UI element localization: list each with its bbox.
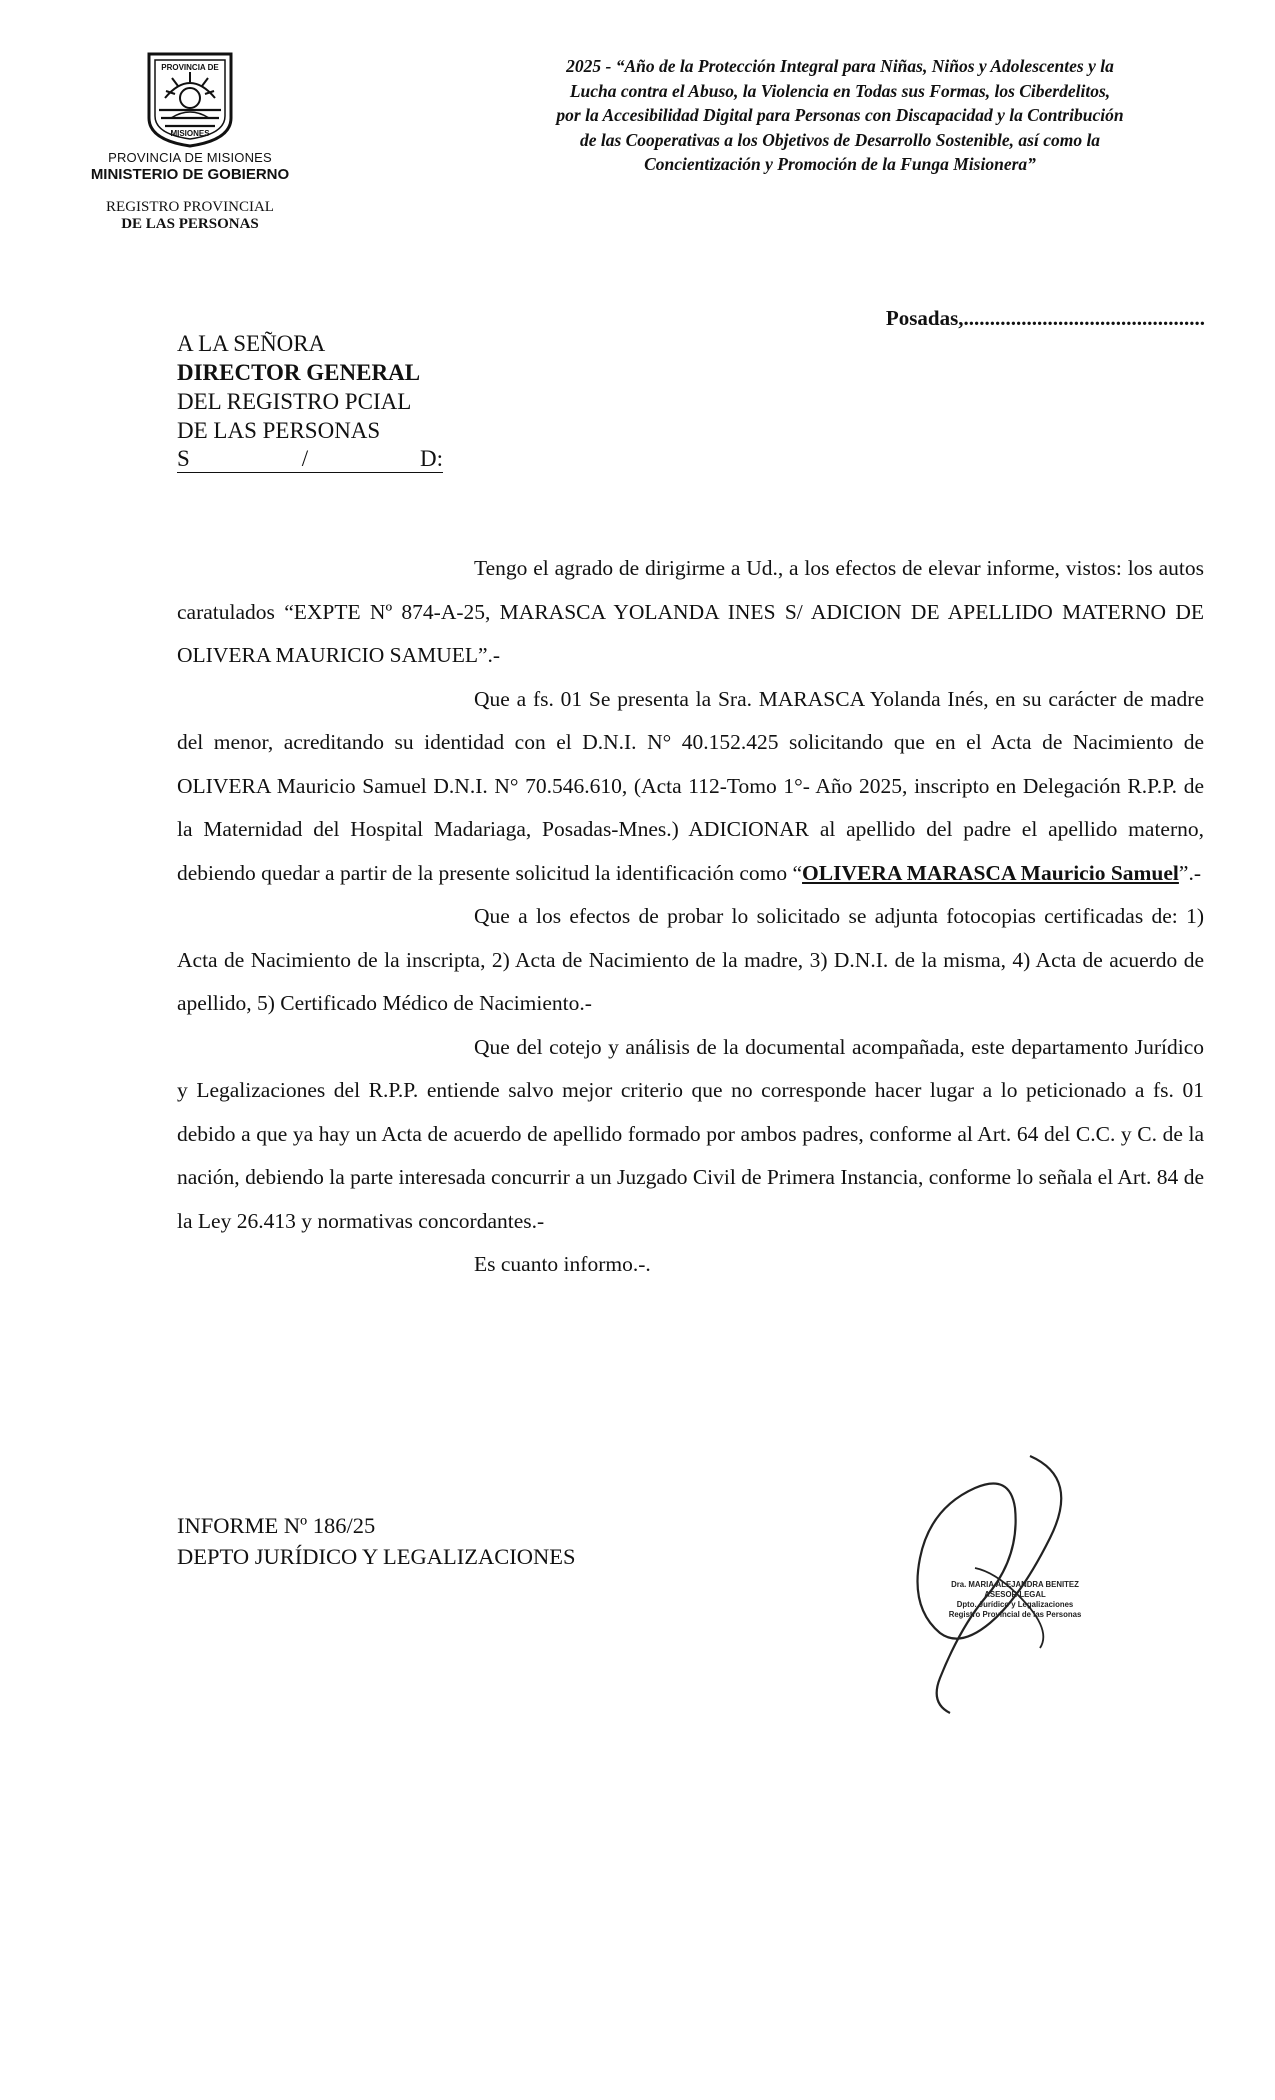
addressee-line: DE LAS PERSONAS [177, 418, 381, 443]
motto-line: de las Cooperativas a los Objetivos de Desarrollo Sostenible, así como la [579, 129, 1101, 150]
motto-line: 2025 - “Año de la Protección Integral para Niñas, Niños y Adolescentes y la [566, 56, 1114, 76]
body-paragraph-5: Es cuanto informo.-. [474, 1252, 651, 1276]
body-paragraph-3: Que a los efectos de probar lo solicitado se adjunta fotocopias certificadas de: 1) Acta de Nacimiento de la inscripta, 2) Acta de Nacimiento de la madre, 3) D.N.I. de la misma, 4) Acta de acuerdo de apellido, 5) Certificado Médico de Nacimiento.- [177, 904, 1204, 1015]
report-footer [177, 1510, 576, 1572]
sd-slash: / [301, 446, 309, 471]
body-paragraph-2 [177, 678, 1204, 896]
registry-name-line1: REGISTRO PROVINCIAL [106, 199, 274, 215]
signature-stamp [930, 1580, 1100, 1620]
su-despacho-line [177, 445, 443, 473]
report-number: INFORME Nº 186/25 [177, 1513, 376, 1538]
stamp-line: Registro Provincial de las Personas [948, 1610, 1082, 1619]
addressee-line: DEL REGISTRO PCIAL [177, 389, 412, 414]
seal-top-text: PROVINCIA DE [161, 63, 219, 72]
stamp-line: Dpto. Jurídico y Legalizaciones [956, 1600, 1074, 1609]
letterhead-logo-block [60, 48, 320, 233]
ministry-name: MINISTERIO DE GOBIERNO [90, 166, 290, 183]
motto-line: Concientización y Promoción de la Funga Misionera” [644, 154, 1036, 174]
addressee-block [177, 329, 443, 473]
provincial-seal-icon [135, 48, 245, 148]
stamp-line: Dra. MARIA ALEJANDRA BENITEZ [951, 1580, 1079, 1589]
motto-line: Lucha contra el Abuso, la Violencia en Todas sus Formas, los Ciberdelitos, [569, 80, 1111, 101]
addressee-title: DIRECTOR GENERAL [177, 360, 421, 385]
motto-line: por la Accesibilidad Digital para Personas con Discapacidad y la Contribución [556, 105, 1124, 125]
addressee-line: A LA SEÑORA [177, 331, 326, 356]
body-paragraph-1: Tengo el agrado de dirigirme a Ud., a los efectos de elevar informe, vistos: los autos caratulados “EXPTE Nº 874-A-25, MARASCA YOLANDA INES S/ ADICION DE APELLIDO MATERNO DE OLIVERA MAURICIO SAMUEL”.- [177, 556, 1204, 667]
report-body [177, 547, 1204, 1287]
body-paragraph-4: Que del cotejo y análisis de la documental acompañada, este departamento Jurídico y Legalizaciones del R.P.P. entiende salvo mejor criterio que no corresponde hacer lugar a lo peticionado a fs. 01 debido a que ya hay un Acta de acuerdo de apellido formado por ambos padres, conforme al Art. 64 del C.C. y C. de la nación, debiendo la parte interesada concurrir a un Juzgado Civil de Primera Instancia, conforme lo señala el Art. 84 de la Ley 26.413 y normativas concordantes.- [177, 1034, 1204, 1233]
stamp-line: ASESOR LEGAL [984, 1590, 1046, 1599]
highlighted-new-name: OLIVERA MARASCA Mauricio Samuel [802, 860, 1179, 885]
place-date-line: Posadas,.............................................. [885, 306, 1205, 330]
body-paragraph-2-end: ”.- [1178, 860, 1201, 885]
sd-s: S [177, 446, 190, 471]
registry-name-line2: DE LAS PERSONAS [121, 216, 259, 232]
seal-bottom-text: MISIONES [170, 129, 210, 138]
department-name: DEPTO JURÍDICO Y LEGALIZACIONES [177, 1544, 576, 1569]
province-name: PROVINCIA DE MISIONES [108, 150, 272, 165]
sd-d: D: [420, 446, 443, 471]
body-paragraph-2-text: Que a fs. 01 Se presenta la Sra. MARASCA Yolanda Inés, en su carácter de madre del menor, acreditando su identidad con el D.N.I. N° 40.152.425 solicitando que en el Acta de Nacimiento de OLIVERA Mauricio Samuel D.N.I. N° 70.546.610, (Acta 112-Tomo 1°- Año 2025, inscripto en Delegación R.P.P. de la Maternidad del Hospital Madariaga, Posadas-Mnes.) ADICIONAR al apellido del padre el apellido materno, debiendo quedar a partir de la presente solicitud la identificación como “ [177, 686, 1204, 885]
year-motto [480, 54, 1200, 177]
